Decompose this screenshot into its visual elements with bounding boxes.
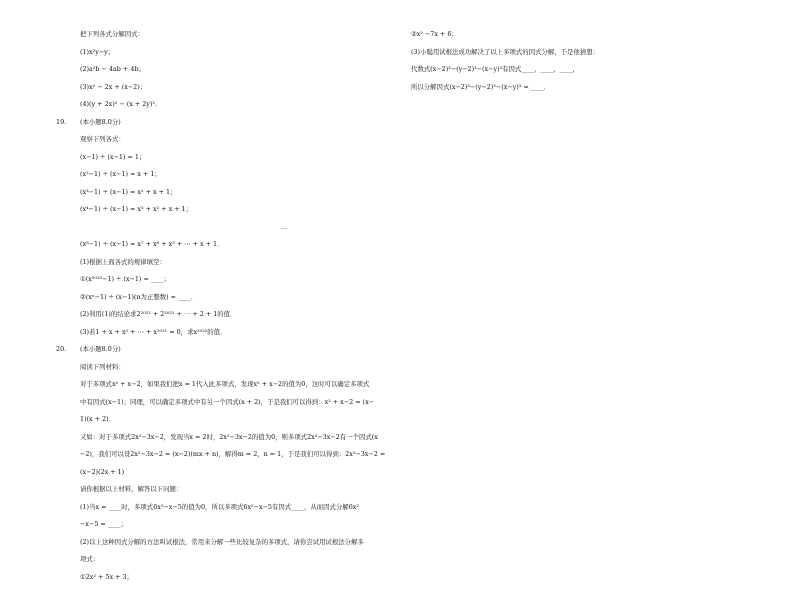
left-column — [56, 30, 402, 590]
line-text: 1)(x + 2)． — [80, 415, 116, 423]
text-line: (3)小聪用试根法成功解决了以上多项式的因式分解，于是他猜想： — [411, 47, 599, 56]
text-line — [56, 468, 402, 477]
text-line — [56, 433, 402, 442]
line-text: (x−2)(2x + 1) — [80, 467, 125, 476]
line-text: (3)若1 + x + x² + ⋯ + x²⁰²¹ = 0，求x²⁰²²的值． — [80, 327, 227, 336]
line-text: ①(x²⁰²²−1) ÷ (x−1) = ____； — [80, 275, 171, 283]
text-line — [56, 83, 402, 92]
line-text: (2)以上这种因式分解的方法叫试根法，常用来分解一些比较复杂的多项式，请你尝试用试根法分解多 — [80, 537, 364, 546]
line-text: 中有因式(x−1)；同理，可以确定多项式中有另一个因式(x + 2)，于是我们可以得到：x² + x−2 = (x− — [80, 397, 375, 406]
text-line — [56, 258, 402, 267]
text-line: ②x² −7x + 6； — [411, 30, 458, 38]
line-text: 观察下列各式： — [80, 135, 125, 143]
text-line — [56, 205, 402, 214]
text-line — [56, 450, 402, 459]
line-text: (1)x²y−y； — [80, 47, 115, 56]
line-text: (1)当x = ____时，多项式6x²−x−5的值为0，所以多项式6x²−x−5有因式____，从而因式分解6x² — [80, 502, 359, 511]
line-text: (1)根据上面各式的规律填空： — [80, 257, 166, 266]
line-text: 把下列各式分解因式： — [80, 30, 144, 38]
line-text: (x⁴−1) ÷ (x−1) = x³ + x² + x + 1； — [80, 205, 193, 213]
line-text: (x²−1) ÷ (x−1) = x + 1； — [80, 170, 161, 178]
line-text: 又如：对于多项式2x²−3x−2，发现当x = 2时，2x²−3x−2的值为0，则多项式2x²−3x−2有一个因式(x — [80, 432, 378, 441]
line-text: (本小题8.0分) — [80, 345, 121, 353]
line-text: ②(xⁿ−1) ÷ (x−1)(n为正整数) = ____． — [80, 292, 198, 301]
text-line — [56, 30, 402, 39]
text-line — [56, 65, 402, 74]
line-text: (2)a²b − 4ab + 4b； — [80, 65, 145, 73]
text-line — [56, 380, 402, 389]
line-text: 阅读下列材料： — [80, 362, 125, 371]
question-number: 19. — [56, 117, 67, 126]
line-text: (x−1) ÷ (x−1) = 1； — [80, 152, 146, 161]
text-line — [56, 485, 402, 494]
text-line — [56, 118, 402, 127]
line-text: 请你根据以上材料，解答以下问题： — [80, 485, 183, 493]
line-text: 项式： — [80, 555, 100, 563]
line-text: (3)x² − 2x + (x−2)； — [80, 82, 147, 91]
right-column — [411, 30, 741, 100]
text-line — [56, 573, 402, 582]
text-line — [56, 240, 402, 249]
question-number: 20. — [56, 345, 67, 353]
text-line — [56, 293, 402, 302]
text-line — [56, 503, 402, 512]
text-line — [56, 363, 402, 372]
text-line — [56, 170, 402, 179]
line-text: (4)(y + 2x)² − (x + 2y)². — [80, 100, 157, 108]
text-line — [56, 538, 402, 547]
text-line — [56, 223, 402, 232]
text-line: 代数式(x−2)³−(y−2)³−(x−y)³有因式____，____，____， — [411, 65, 579, 73]
line-text: (x⁸−1) ÷ (x−1) = x⁷ + x⁶ + x⁵ + ⋯ + x + 1． — [80, 240, 224, 248]
text-line — [56, 188, 402, 197]
text-line — [56, 398, 402, 407]
text-line — [56, 345, 402, 354]
text-line — [56, 415, 402, 424]
line-text: (x³−1) ÷ (x−1) = x² + x + 1； — [80, 187, 177, 196]
line-text: ①2x² + 5x + 3； — [80, 572, 133, 581]
text-line — [56, 153, 402, 162]
text-line — [56, 275, 402, 284]
text-line — [56, 100, 402, 109]
text-line — [56, 48, 402, 57]
text-line — [56, 555, 402, 564]
text-line — [56, 135, 402, 144]
line-text: −2)，我们可以设2x²−3x−2 = (x−2)(mx + n)，解得m = 2，n = 1，于是我们可以得到：2x²−3x−2 = — [80, 450, 386, 458]
text-line — [56, 310, 402, 319]
line-text: … — [280, 222, 288, 231]
text-line — [56, 520, 402, 529]
text-line — [56, 328, 402, 337]
line-text: (本小题8.0分) — [80, 117, 121, 126]
line-text: 对于多项式x² + x−2，如果我们把x = 1代入此多项式，发现x² + x−2的值为0，这时可以确定多项式 — [80, 380, 370, 388]
text-line: 所以分解因式(x−2)³−(y−2)³−(x−y)³ = ____． — [411, 82, 550, 91]
line-text: (2)利用(1)的结论求2²⁰²² + 2²⁰²¹ + ⋯ + 2 + 1的值． — [80, 310, 237, 318]
line-text: −x−5 = ____； — [80, 520, 127, 528]
